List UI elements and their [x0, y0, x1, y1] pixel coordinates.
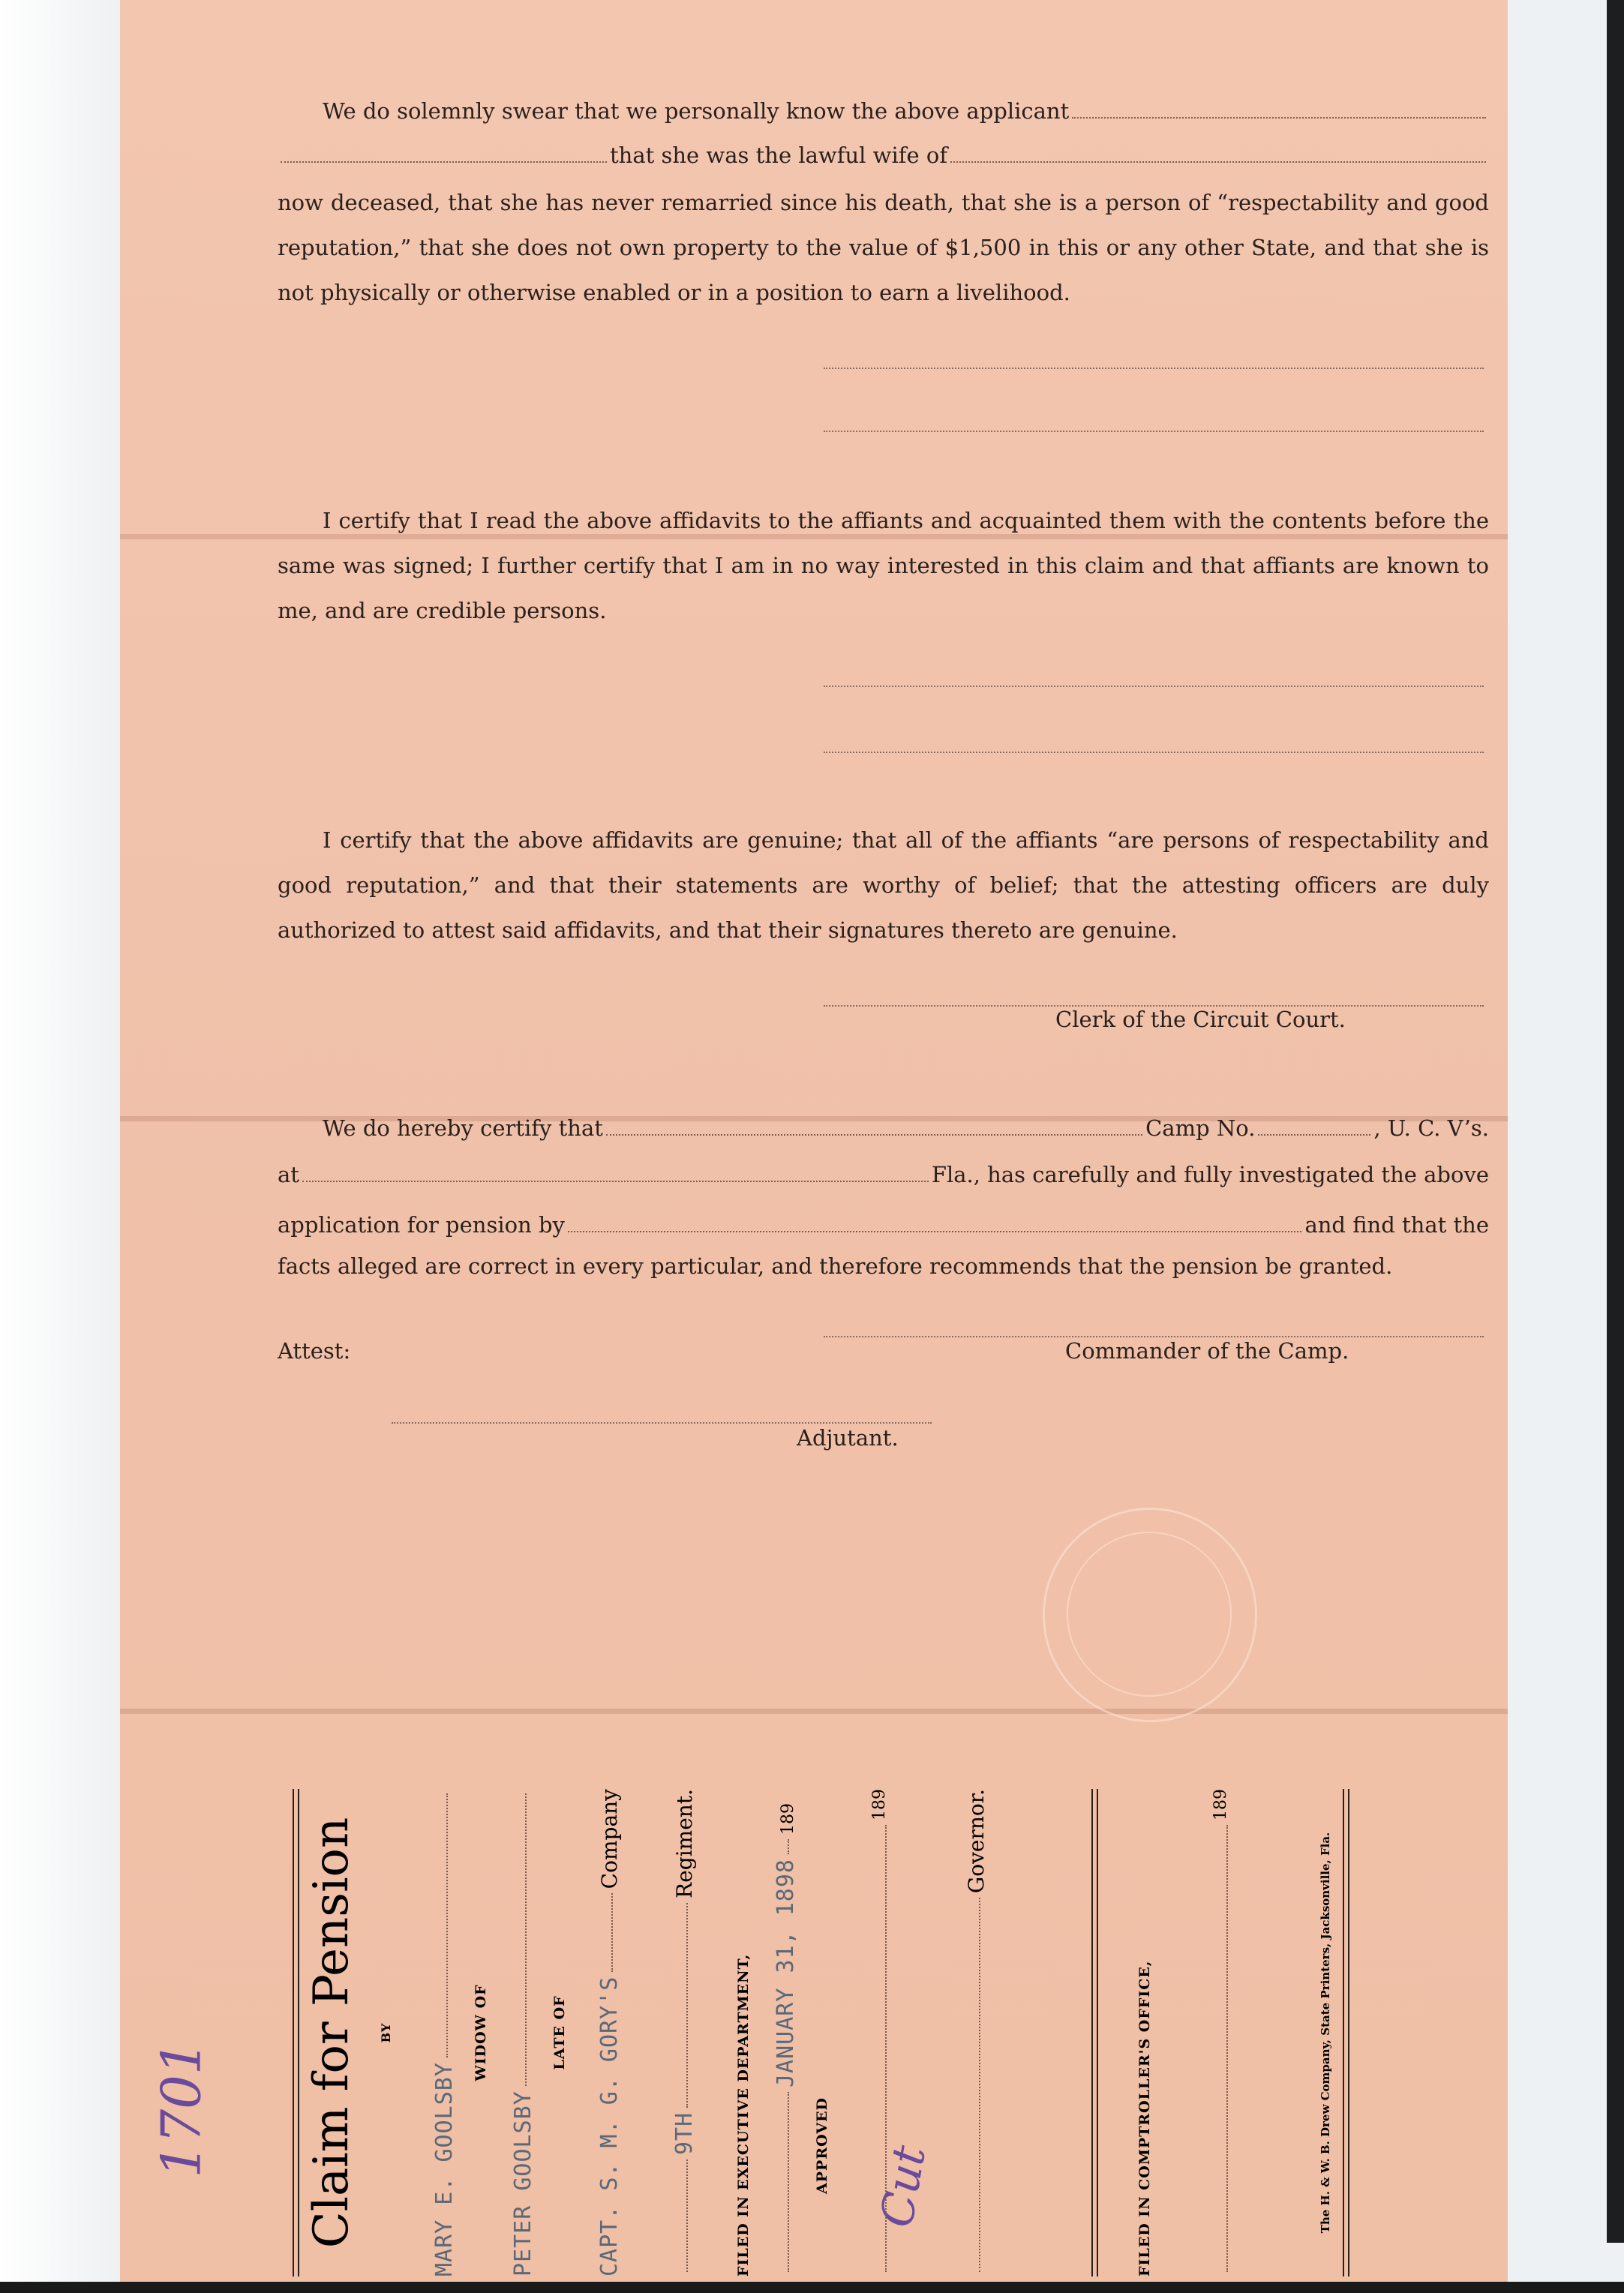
company-label: Company [597, 1789, 622, 1889]
claimant-blank [431, 1793, 448, 2057]
docket-by: BY [379, 2022, 393, 2043]
filed-comptroller-label: FILED IN COMPTROLLER'S OFFICE, [1136, 1960, 1153, 2276]
adjutant-label: Adjutant. [797, 1425, 899, 1451]
witness-line-1 [323, 89, 1489, 134]
camp-text-1a: We do hereby certify that [323, 1115, 603, 1141]
company-row [596, 1789, 623, 2276]
docket-by-row [379, 1789, 393, 2276]
witness-line-2 [278, 133, 1489, 178]
camp-line-2 [278, 1152, 1489, 1197]
camp-text-4: facts alleged are correct in every particular, and therefore recommends that the pension be granted. [278, 1253, 1393, 1279]
claimant-name: MARY E. GOOLSBY [431, 2062, 458, 2276]
applicant-blank [1072, 89, 1486, 119]
docket-rule-mid-2 [1097, 1789, 1098, 2276]
deceased-name: PETER GOOLSBY [510, 2090, 536, 2276]
approved-label: APPROVED [814, 2096, 830, 2194]
docket-rule-bottom [1343, 1789, 1344, 2276]
certify-genuine-text: I certify that the above affidavits are genuine; that all of the affiants “are persons of respectability and good reputation,” and that their statements are worthy of belief; that the attesting officers are duly authorized to attest said affidavits, and that their signatures thereto are genuine. [278, 827, 1489, 943]
camp-text-1b: Camp No. [1145, 1115, 1256, 1141]
filed-date-row [773, 1789, 799, 2276]
year-suffix-2: 189 [870, 1789, 889, 1820]
clerk-label: Clerk of the Circuit Court. [1055, 1007, 1346, 1032]
paper-fold [120, 1709, 1508, 1714]
adjutant-signature-line [392, 1421, 932, 1424]
docket-rule-mid [1091, 1789, 1093, 2276]
year-suffix-1: 189 [779, 1803, 797, 1835]
camp-text-1c: , U. C. V’s. [1373, 1115, 1489, 1141]
regiment-blank [671, 1903, 688, 2108]
witness-text-2: that she was the lawful wife of [610, 143, 948, 168]
applicant-name-blank [281, 133, 607, 163]
witness-signature-line-1 [824, 366, 1484, 369]
camp-text-3a: application for pension by [278, 1212, 565, 1238]
year-suffix-3: 189 [1211, 1789, 1230, 1820]
deceased-row [510, 1789, 536, 2276]
file-number-annotation: 1701 [149, 2040, 213, 2178]
witness-text-3: now deceased, that she has never remarried since his death, that she is a person of “respectability and good reputation,” that she does not own property to the value of $1,500 in this or any other State, and that she is not physically or otherwise enabled or in a position to earn a livelihood. [278, 190, 1489, 305]
filed-comptroller-row [1136, 1789, 1153, 2276]
comptroller-date-row [1211, 1789, 1230, 2276]
pension-applicant-blank [568, 1202, 1302, 1232]
camp-number-blank [1258, 1106, 1370, 1136]
camp-text-2b: Fla., has carefully and fully investigated the above [931, 1162, 1489, 1187]
late-of-label: LATE OF [551, 1995, 568, 2070]
scan-bottom-band [0, 2282, 1624, 2293]
camp-text-3b: and find that the [1304, 1212, 1489, 1238]
commander-signature-line [824, 1334, 1484, 1337]
officer-signature-line-2 [824, 750, 1484, 753]
filed-exec-row [735, 1789, 752, 2276]
camp-text-2a: at [278, 1162, 299, 1187]
husband-name-blank [950, 133, 1486, 163]
deceased-blank [510, 1793, 527, 2086]
late-of-row [551, 1789, 568, 2276]
officer-signature-line-1 [824, 684, 1484, 687]
docket-rule-bottom-2 [1348, 1789, 1349, 2276]
filed-executive-label: FILED IN EXECUTIVE DEPARTMENT, [735, 1953, 752, 2276]
camp-name-blank [606, 1106, 1142, 1136]
company-name: CAPT. S. M. G. GORY'S [596, 1976, 623, 2276]
docket-rule-top [293, 1789, 294, 2276]
filed-date-gap [773, 1839, 789, 1854]
company-blank [596, 1893, 613, 1971]
claimant-row [431, 1789, 458, 2276]
docket-title-row [304, 1789, 359, 2276]
scan-background-left [0, 0, 120, 2293]
approved-row [814, 1789, 830, 2276]
docket-rule-top-2 [298, 1789, 299, 2276]
regiment-label: Regiment. [672, 1789, 697, 1898]
governor-row [964, 1789, 989, 2276]
governor-label: Governor. [964, 1789, 989, 1894]
governor-blank [964, 1898, 980, 2272]
filed-date: JANUARY 31, 1898 [773, 1859, 799, 2087]
pencil-scribble: Cut [870, 2141, 937, 2231]
approved-date-row [870, 1789, 889, 2276]
docket-panel [173, 1789, 1373, 2276]
widow-of-row [473, 1789, 489, 2276]
camp-line-4 [278, 1244, 1489, 1289]
docket-title: Claim for Pension [304, 1817, 359, 2249]
widow-of-label: WIDOW OF [473, 1984, 489, 2081]
camp-line-1 [323, 1106, 1489, 1151]
regiment-row [671, 1789, 698, 2276]
regiment-number: 9TH [671, 2111, 698, 2155]
printer-imprint: The H. & W. B. Drew Company, State Printers, Jacksonville, Fla. [1319, 1832, 1332, 2234]
attest-label: Attest: [278, 1338, 351, 1364]
embossed-seal-inner [1067, 1532, 1232, 1697]
regiment-blank-before [671, 2159, 688, 2272]
binder-edge [1607, 0, 1624, 2243]
witness-signature-line-2 [824, 429, 1484, 432]
commander-label: Commander of the Camp. [1065, 1338, 1349, 1364]
certify-read-text: I certify that I read the above affidavits to the affiants and acquainted them with the contents before the same was signed; I further certify that I am in no way interested in this claim and that affiants are known to me, and are credible persons. [278, 508, 1489, 623]
camp-line-3 [278, 1202, 1489, 1247]
witness-text-1: We do solemnly swear that we personally know the above applicant [323, 98, 1070, 124]
filed-date-blank [773, 2092, 789, 2272]
camp-location-blank [302, 1152, 929, 1182]
comptroller-date-blank [1211, 1825, 1228, 2272]
printer-row [1319, 1789, 1332, 2276]
approved-date-blank [870, 1825, 887, 2272]
